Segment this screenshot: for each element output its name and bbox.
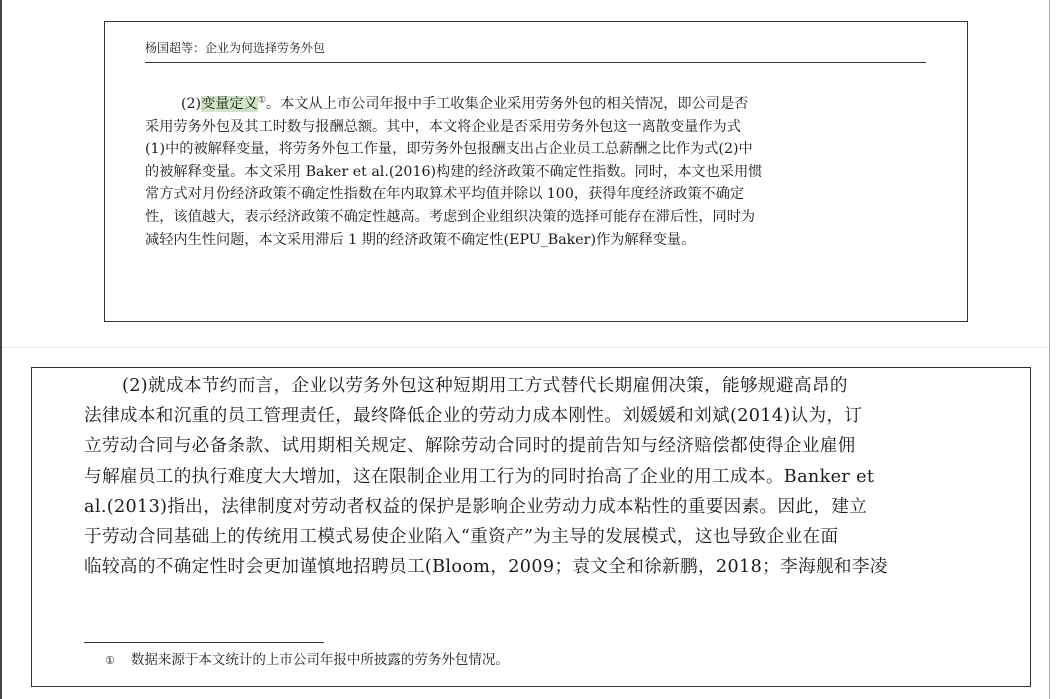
bottom-line-4: 与解雇员工的执行难度大大增加，这在限制企业用工行为的同时抬高了企业的用工成本。Banker et — [84, 466, 875, 487]
top-line-1-text: 。本文从上市公司年报中手工收集企业采用劳务外包的相关情况，即公司是否 — [265, 96, 749, 112]
left-border — [0, 0, 2, 699]
bottom-line-5: al.(2013)指出，法律制度对劳动者权益的保护是影响企业劳动力成本粘性的重要因素。因此，建立 — [84, 496, 868, 517]
running-head: 杨国超等：企业为何选择劳务外包 — [145, 41, 326, 55]
top-line-7: 减轻内生性问题，本文采用滞后 1 期的经济政策不确定性(EPU_Baker)作为解释变量。 — [145, 231, 696, 248]
footnote — [105, 651, 509, 670]
right-border — [1049, 0, 1050, 699]
footnote-text: 数据来源于本文统计的上市公司年报中所披露的劳务外包情况。 — [130, 652, 509, 668]
top-line-2: 采用劳务外包及其工时数与报酬总额。其中，本文将企业是否采用劳务外包这一离散变量作为式 — [145, 118, 741, 135]
para-prefix: (2) — [181, 96, 202, 112]
top-paragraph — [145, 93, 935, 251]
footnote-mark: ① — [105, 654, 115, 667]
footnote-ref[interactable]: ① — [257, 95, 266, 106]
bottom-line-7: 临较高的不确定性时会更加谨慎地招聘员工(Bloom，2009；袁文全和徐新鹏，2018；李海舰和李凌 — [84, 557, 888, 578]
bottom-line-3: 立劳动合同与必备条款、试用期相关规定、解除劳动合同时的提前告知与经济赔偿都使得企业雇佣 — [84, 436, 856, 457]
bottom-line-2: 法律成本和沉重的员工管理责任，最终降低企业的劳动力成本刚性。刘媛媛和刘斌(2014)认为，订 — [84, 406, 863, 427]
highlighted-term[interactable]: 变量定义 — [201, 96, 258, 112]
top-line-4: 的被解释变量。本文采用 Baker et al.(2016)构建的经济政策不确定性指数。同时，本文也采用惯 — [145, 163, 763, 180]
bottom-line-1: (2)就成本节约而言，企业以劳务外包这种短期用工方式替代长期雇佣决策，能够规避高昂的 — [122, 376, 848, 396]
top-line-3: (1)中的被解释变量，将劳务外包工作量，即劳务外包报酬支出占企业员工总薪酬之比作为式(2)中 — [145, 141, 753, 158]
section-gap — [2, 347, 1049, 348]
bottom-excerpt-panel — [31, 367, 1031, 687]
top-line-5: 常方式对月份经济政策不确定性指数在年内取算术平均值并除以 100，获得年度经济政策不确定 — [145, 186, 745, 203]
bottom-line-6: 于劳动合同基础上的传统用工模式易使企业陷入“重资产”为主导的发展模式，这也导致企业在面 — [84, 526, 839, 547]
top-excerpt-panel — [104, 21, 968, 322]
footnote-rule — [84, 642, 324, 643]
top-line-1 — [145, 93, 935, 116]
running-head-rule — [145, 62, 926, 63]
top-line-6: 性，该值越大，表示经济政策不确定性越高。考虑到企业组织决策的选择可能存在滞后性，同时为 — [145, 208, 756, 225]
bottom-paragraph — [84, 371, 1024, 582]
